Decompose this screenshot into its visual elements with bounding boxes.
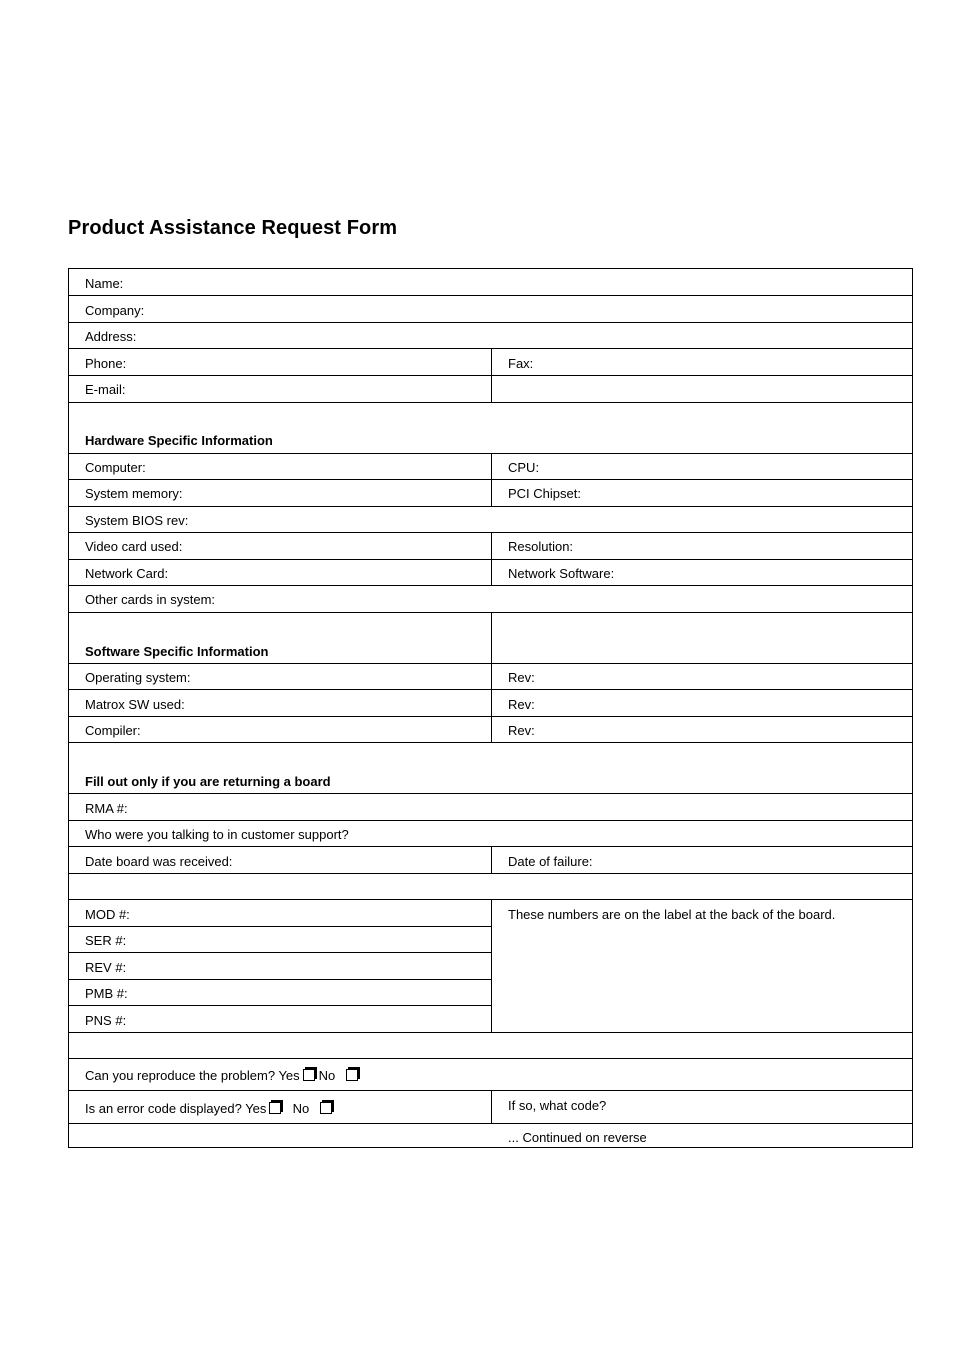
os-rev-field-label: Rev: — [508, 670, 535, 685]
row-divider — [69, 873, 912, 874]
date-received-field-label: Date board was received: — [85, 854, 233, 869]
column-divider — [491, 846, 492, 873]
row-divider — [69, 1032, 912, 1033]
row-divider — [69, 952, 492, 953]
email-field-label: E-mail: — [85, 382, 126, 397]
date-failure-field-label: Date of failure: — [508, 854, 593, 869]
request-form-table — [68, 268, 913, 1148]
rma-field-label: RMA #: — [85, 801, 128, 816]
bios-field-label: System BIOS rev: — [85, 513, 189, 528]
matrox-rev-field-label: Rev: — [508, 697, 535, 712]
row-divider — [69, 322, 912, 323]
row-divider — [69, 1058, 912, 1059]
reproduce-question — [85, 1068, 362, 1083]
column-divider — [491, 348, 492, 402]
support-contact-field-label: Who were you talking to in customer support? — [85, 827, 349, 842]
mod-field-label: MOD #: — [85, 907, 130, 922]
compiler-field-label: Compiler: — [85, 723, 141, 738]
pci-chipset-field-label: PCI Chipset: — [508, 486, 581, 501]
column-divider — [491, 612, 492, 743]
cpu-field-label: CPU: — [508, 460, 540, 475]
column-divider — [491, 532, 492, 585]
error-code-yes-checkbox[interactable] — [269, 1102, 281, 1114]
row-divider — [69, 1123, 912, 1124]
network-card-field-label: Network Card: — [85, 566, 169, 581]
row-divider — [69, 820, 912, 821]
company-field-label: Company: — [85, 303, 145, 318]
row-divider — [69, 402, 912, 403]
row-divider — [69, 506, 912, 507]
continued-note: ... Continued on reverse — [508, 1130, 647, 1145]
name-field-label: Name: — [85, 276, 124, 291]
video-card-field-label: Video card used: — [85, 539, 183, 554]
ser-field-label: SER #: — [85, 933, 127, 948]
pmb-field-label: PMB #: — [85, 986, 128, 1001]
hardware-section-heading: Hardware Specific Information — [85, 433, 273, 448]
fax-field-label: Fax: — [508, 356, 534, 371]
what-code-field-label: If so, what code? — [508, 1098, 607, 1113]
reproduce-no-label: No — [318, 1068, 336, 1083]
label-note: These numbers are on the label at the back of the board. — [508, 907, 836, 922]
phone-field-label: Phone: — [85, 356, 127, 371]
os-field-label: Operating system: — [85, 670, 191, 685]
error-code-question — [85, 1101, 336, 1116]
resolution-field-label: Resolution: — [508, 539, 574, 554]
returns-section-heading: Fill out only if you are returning a board — [85, 774, 331, 789]
column-divider — [491, 1090, 492, 1123]
error-code-no-label: No — [292, 1101, 310, 1116]
computer-field-label: Computer: — [85, 460, 146, 475]
page-title: Product Assistance Request Form — [68, 217, 398, 239]
error-code-no-checkbox[interactable] — [320, 1102, 332, 1114]
other-cards-field-label: Other cards in system: — [85, 592, 216, 607]
matrox-sw-field-label: Matrox SW used: — [85, 697, 185, 712]
reproduce-question-text: Can you reproduce the problem? Yes — [85, 1068, 300, 1083]
reproduce-yes-checkbox[interactable] — [303, 1069, 315, 1081]
row-divider — [69, 585, 912, 586]
pns-field-label: PNS #: — [85, 1013, 127, 1028]
network-software-field-label: Network Software: — [508, 566, 615, 581]
row-divider — [69, 979, 492, 980]
system-memory-field-label: System memory: — [85, 486, 183, 501]
compiler-rev-field-label: Rev: — [508, 723, 535, 738]
address-field-label: Address: — [85, 329, 137, 344]
row-divider — [69, 295, 912, 296]
column-divider — [491, 453, 492, 506]
error-code-question-text: Is an error code displayed? Yes — [85, 1101, 267, 1116]
row-divider — [69, 926, 492, 927]
row-divider — [69, 793, 912, 794]
row-divider — [69, 1005, 492, 1006]
reproduce-no-checkbox[interactable] — [346, 1069, 358, 1081]
column-divider — [491, 899, 492, 1032]
software-section-heading: Software Specific Information — [85, 644, 269, 659]
rev-field-label: REV #: — [85, 960, 127, 975]
